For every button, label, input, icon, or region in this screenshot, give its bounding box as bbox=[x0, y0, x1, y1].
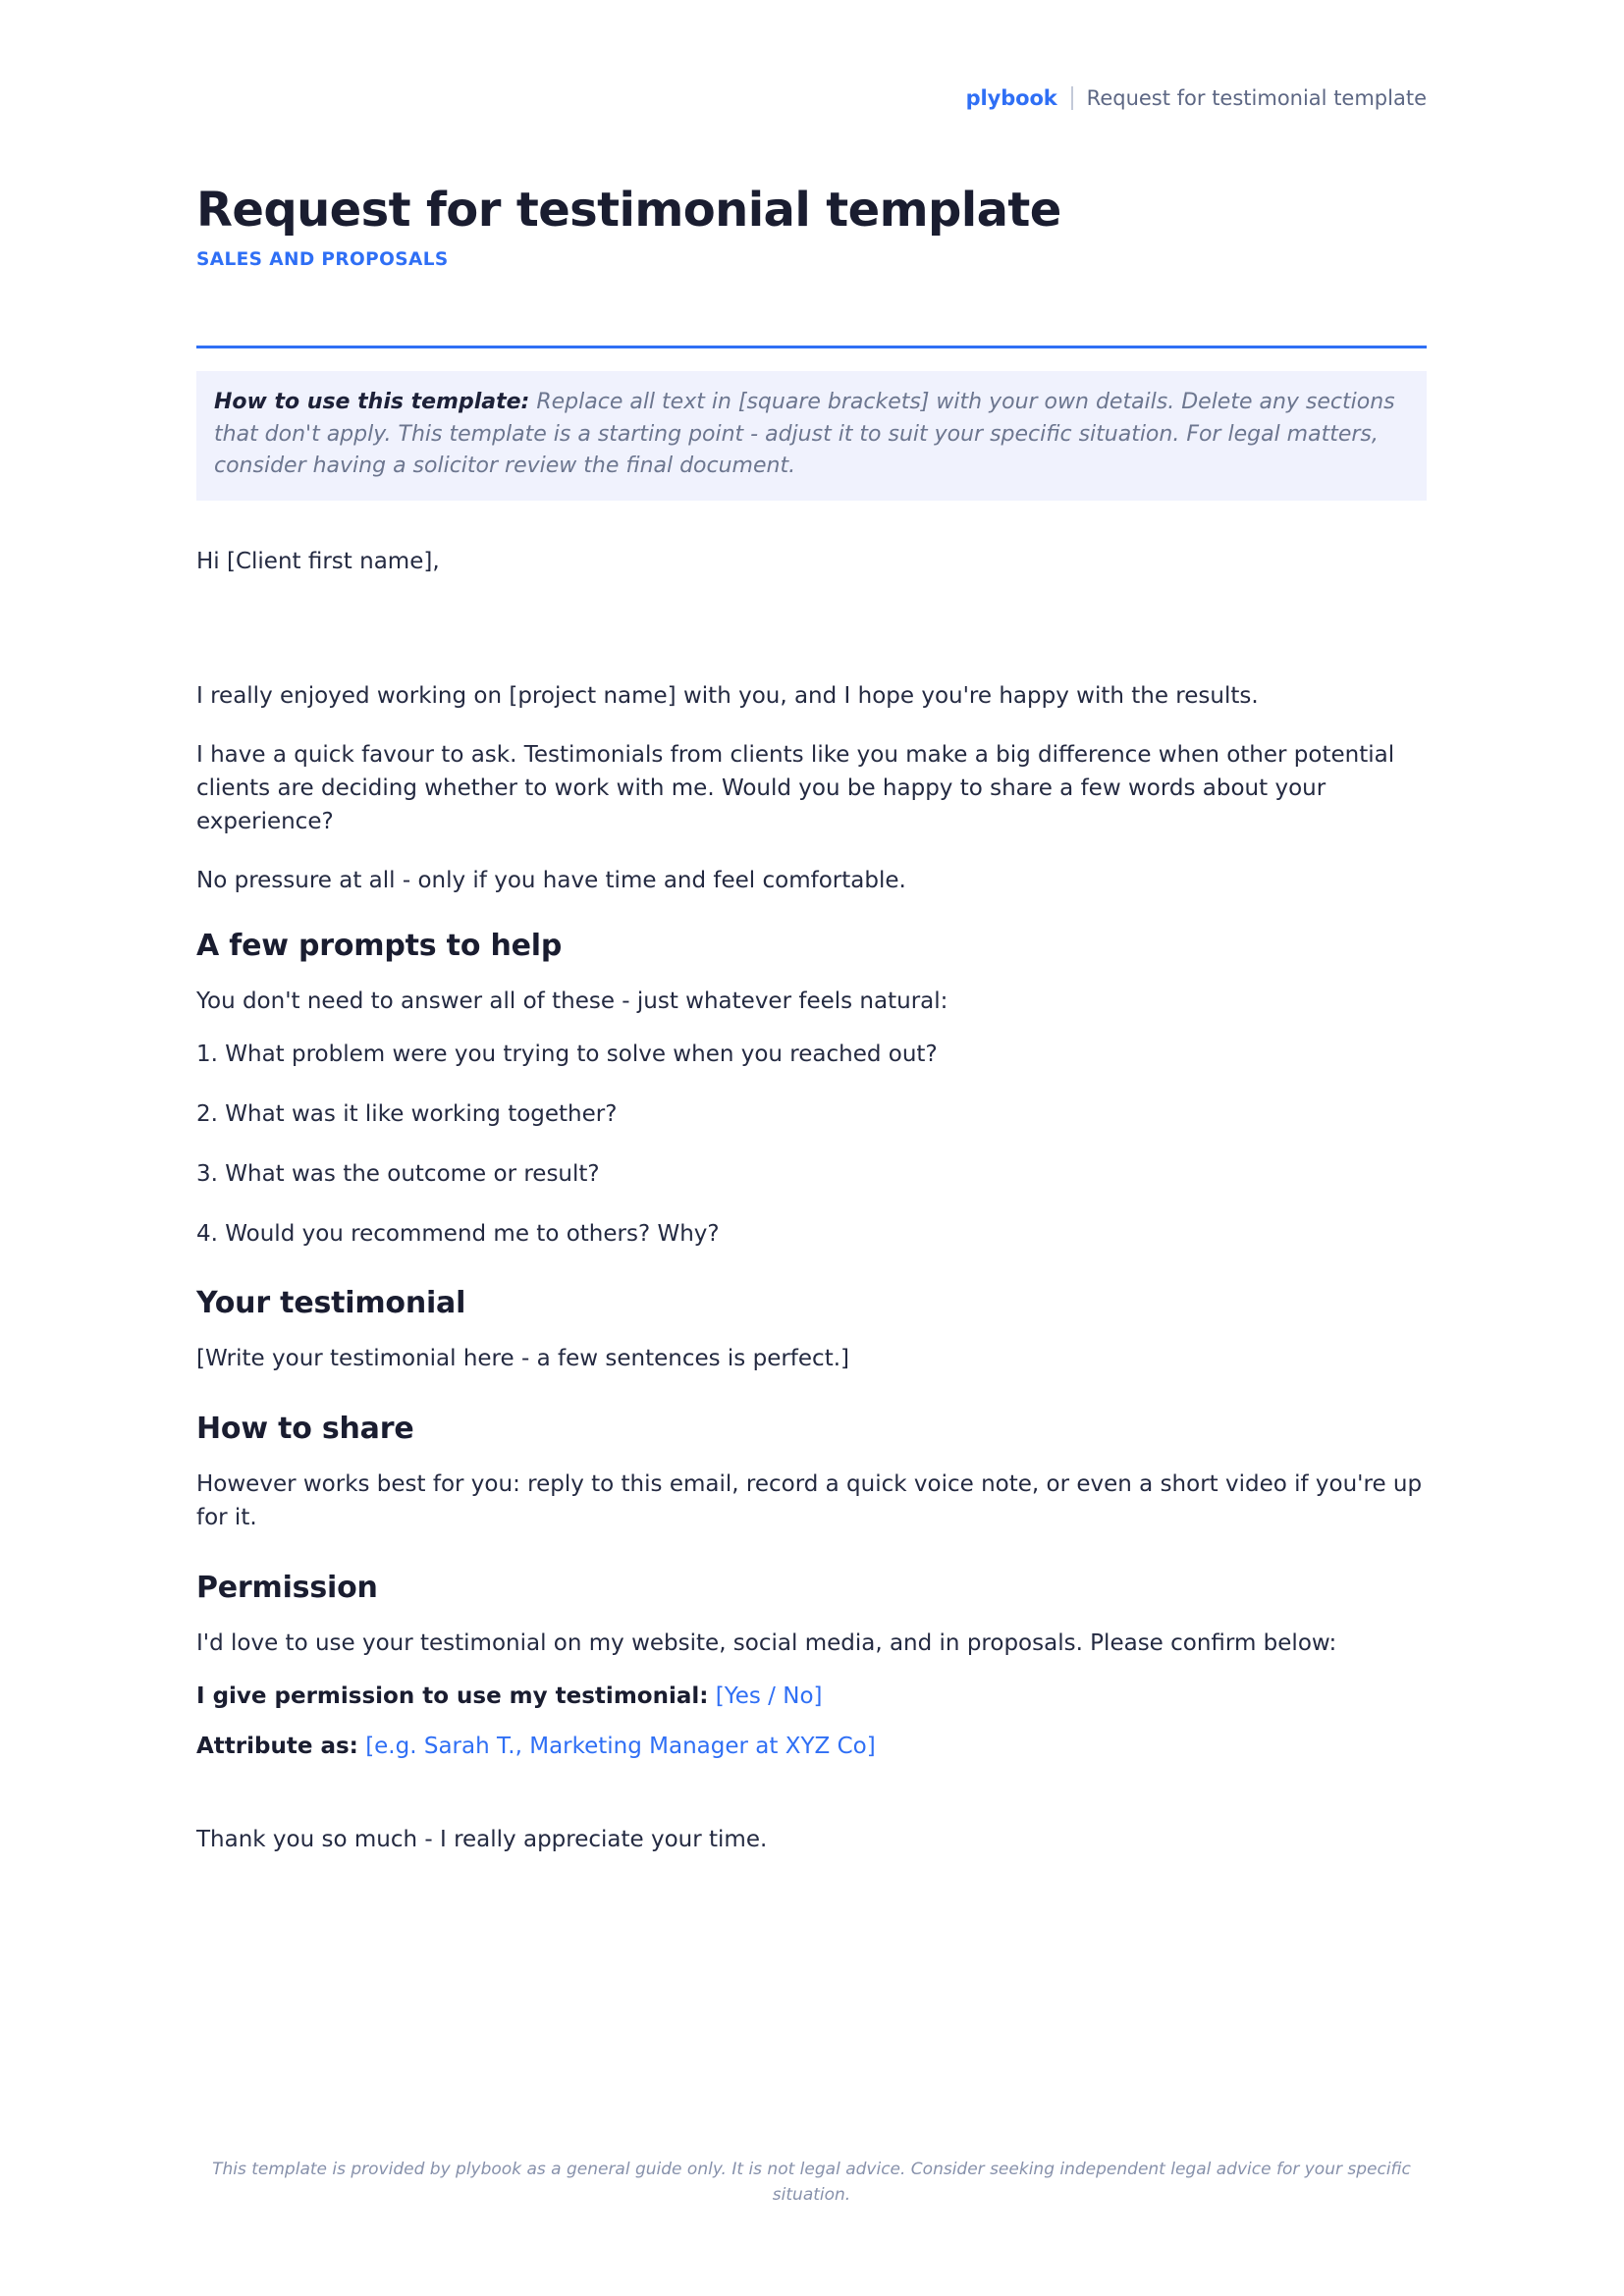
callout-paragraph bbox=[214, 387, 1409, 483]
page-title: Request for testimonial template bbox=[196, 183, 1061, 238]
section-heading-permission: Permission bbox=[196, 1570, 378, 1605]
prompt-item-4: 4. Would you recommend me to others? Why? bbox=[196, 1220, 720, 1247]
permission-field-row bbox=[196, 1681, 1427, 1713]
header-separator-icon bbox=[1071, 86, 1073, 110]
greeting-line: Hi [Client first name], bbox=[196, 548, 440, 574]
callout-lead-label: How to use this template: bbox=[214, 390, 530, 414]
intro-paragraph-3: No pressure at all - only if you have time and feel comfortable. bbox=[196, 867, 906, 893]
permission-field-label: I give permission to use my testimonial: bbox=[196, 1682, 709, 1709]
testimonial-placeholder: [Write your testimonial here - a few sentences is perfect.] bbox=[196, 1346, 849, 1372]
section-heading-testimonial: Your testimonial bbox=[196, 1286, 466, 1321]
attribution-field-value[interactable]: [e.g. Sarah T., Marketing Manager at XYZ Co] bbox=[365, 1733, 876, 1759]
attribution-field-label: Attribute as: bbox=[196, 1733, 358, 1759]
document-header bbox=[196, 86, 1427, 110]
document-body bbox=[196, 371, 1427, 1857]
callout-text: Replace all text in [square brackets] with your own details. Delete any sections that don't apply. This template is a starting point - adjust it to suit your specific situation. For legal matters, consider having a solicitor review the final document. bbox=[214, 390, 1395, 479]
prompt-item-2: 2. What was it like working together? bbox=[196, 1101, 618, 1128]
document-footer: This template is provided by plybook as a general guide only. It is not legal advice. Consider seeking independent legal advice for your specific situation. bbox=[212, 2160, 1411, 2205]
closing-line: Thank you so much - I really appreciate your time. bbox=[196, 1827, 768, 1853]
title-divider bbox=[196, 346, 1427, 348]
attribution-field-row bbox=[196, 1731, 1427, 1763]
brand-logo: plybook bbox=[965, 86, 1057, 110]
header-document-title: Request for testimonial template bbox=[1086, 86, 1427, 110]
document-category: SALES AND PROPOSALS bbox=[196, 248, 449, 270]
permission-intro: I'd love to use your testimonial on my website, social media, and in proposals. Please confirm below: bbox=[196, 1629, 1337, 1656]
intro-paragraph-1: I really enjoyed working on [project name] with you, and I hope you're happy with the results. bbox=[196, 683, 1259, 710]
section-heading-prompts: A few prompts to help bbox=[196, 929, 563, 964]
intro-paragraph-2: I have a quick favour to ask. Testimonials from clients like you make a big difference when other potential clients are deciding whether to work with me. Would you be happy to share a few words about your experience? bbox=[196, 742, 1395, 834]
share-paragraph: However works best for you: reply to this email, record a quick voice note, or even a short video if you're up for it. bbox=[196, 1471, 1423, 1530]
prompts-intro: You don't need to answer all of these - just whatever feels natural: bbox=[196, 988, 948, 1015]
title-block bbox=[196, 185, 1427, 270]
section-heading-share: How to share bbox=[196, 1412, 414, 1447]
prompt-item-3: 3. What was the outcome or result? bbox=[196, 1160, 600, 1187]
permission-field-value[interactable]: [Yes / No] bbox=[715, 1682, 823, 1709]
how-to-use-callout bbox=[196, 371, 1427, 501]
prompt-item-1: 1. What problem were you trying to solve when you reached out? bbox=[196, 1041, 938, 1068]
